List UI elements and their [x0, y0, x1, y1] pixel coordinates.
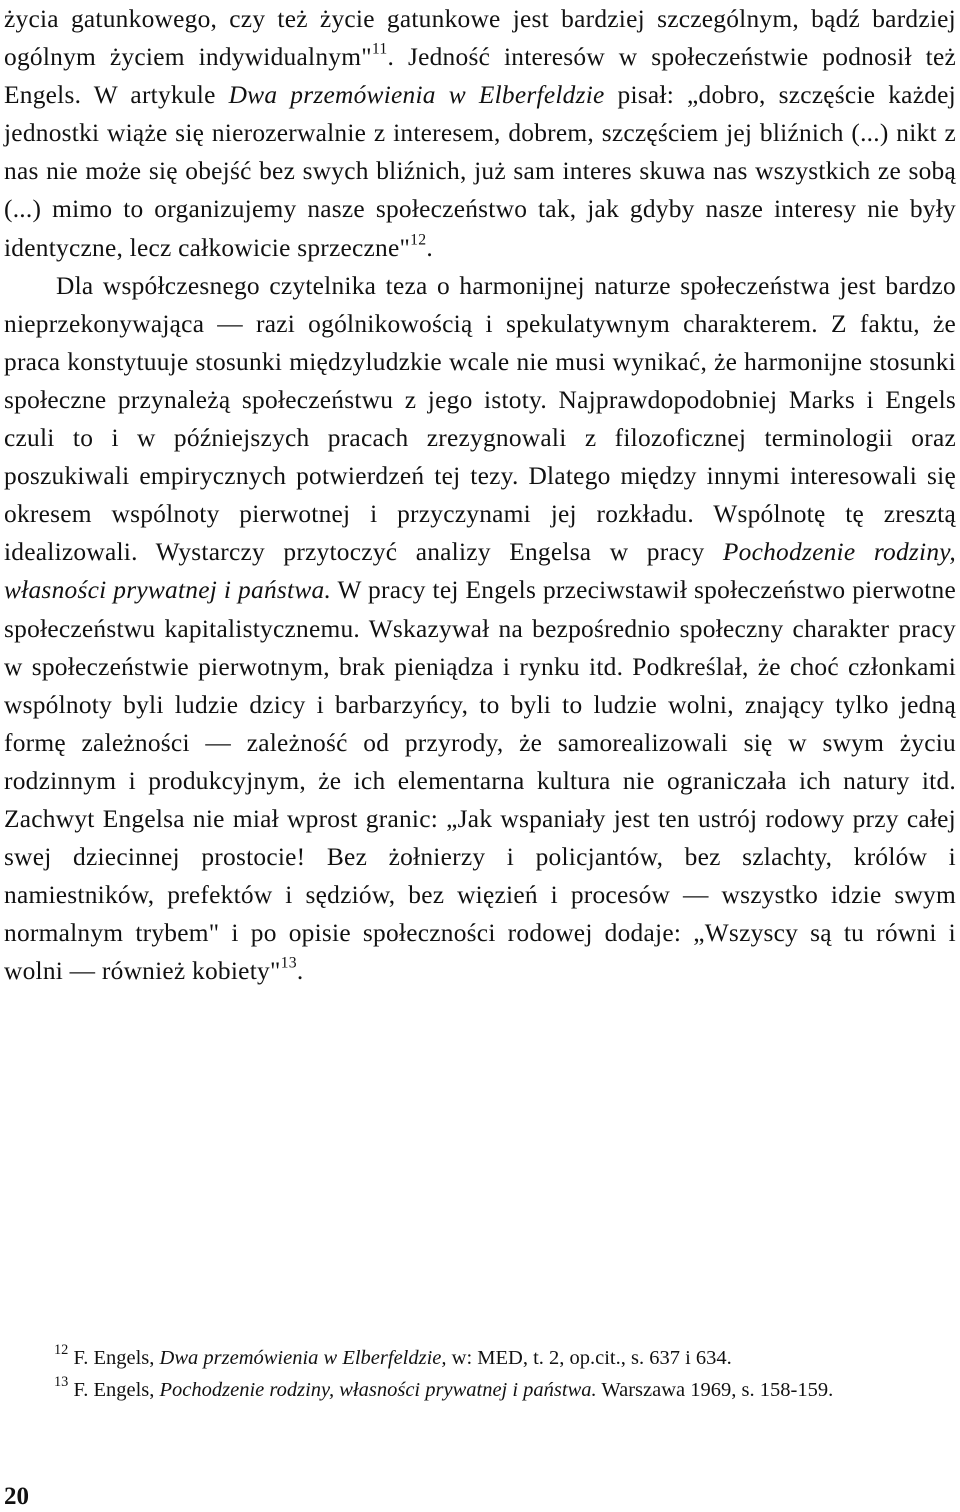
paragraph-2: [4, 267, 956, 991]
paragraph-1-text-4: .: [426, 233, 433, 262]
paragraph-2-text-3: .: [296, 957, 304, 986]
footnote-ref-11: 11: [371, 40, 388, 58]
footnote-12-number: 12: [54, 1341, 69, 1358]
footnote-12-title: Dwa przemówienia w Elberfeldzie,: [159, 1347, 447, 1369]
main-text: [4, 0, 956, 990]
paragraph-1-text-2: . Jedność interesów w społeczeństwie podnosił też Engels. W artykule: [4, 43, 956, 110]
cited-title-dwa-przemowienia: Dwa przemówienia w Elberfeldzie: [228, 81, 605, 110]
paragraph-2-text-2: W pracy tej Engels przeciwstawił społeczeństwo pierwotne społeczeństwu kapitalistycznemu. Wskazywał na bezpośrednio społeczny charakter pracy w społeczeństwie pierwotnym, brak pieniądza i rynku itd. Podkreślał, że choć członkami wspólnoty byli ludzie dzicy i barbarzyńcy, to byli to ludzie wolni, znający tylko jedną formę zależności — zależność od przyrody, że samorealizowali się w swym życiu rodzinnym i produkcyjnym, że ich elementarna kultura nie ograniczała ich natury itd. Zachwyt Engelsa nie miał wprost granic: „Jak wspaniały jest ten ustrój rodowy przy całej swej dziecinnej prostocie! Bez żołnierzy i policjantów, bez szlachty, królów i namiestników, prefektów i sędziów, bez więzień i procesów — wszystko idzie swym normalnym trybem" i po opisie społeczności rodowej dodaje: „Wszyscy są tu równi i wolni — również kobiety": [4, 576, 956, 986]
footnote-13-number: 13: [54, 1373, 69, 1390]
footnote-12: [4, 1342, 956, 1374]
footnote-13-title: Pochodzenie rodziny, własności prywatnej i państwa.: [159, 1379, 597, 1401]
document-page: [4, 0, 956, 1512]
page-number: 20: [4, 1483, 29, 1510]
footnote-ref-12: 12: [410, 231, 427, 249]
footnote-13-text-after: Warszawa 1969, s. 158-159.: [596, 1379, 834, 1401]
paragraph-1-text-1: życia gatunkowego, czy też życie gatunkowe jest bardziej szczególnym, bądź bardziej ogólnym życiem indywidualnym": [4, 5, 956, 72]
paragraph-1: [4, 0, 956, 267]
footnote-ref-13: 13: [280, 955, 297, 973]
footnote-13: [4, 1374, 956, 1406]
footnote-12-text-after: w: MED, t. 2, op.cit., s. 637 i 634.: [446, 1347, 732, 1369]
footnotes: [4, 1342, 956, 1406]
paragraph-2-text-1: Dla współczesnego czytelnika teza o harmonijnej naturze społeczeństwa jest bardzo nieprzekonywająca — razi ogólnikowością i spekulatywnym charakterem. Z faktu, że praca konstytuuje stosunki międzyludzkie wcale nie musi wynikać, że harmonijne stosunki społeczne przynależą społeczeństwu z jego istoty. Najprawdopodobniej Marks i Engels czuli to i w późniejszych pracach zrezygnowali z filozoficznej terminologii oraz poszukiwali empirycznych potwierdzeń tej tezy. Dlatego między innymi interesowali się okresem wspólnoty pierwotnej i przyczynami jej rozkładu. Wspólnotę tę zresztą idealizowali. Wystarczy przytoczyć analizy Engelsa w pracy: [4, 271, 956, 567]
footnote-13-text-before: F. Engels,: [68, 1379, 160, 1401]
cited-title-pochodzenie-rodziny: Pochodzenie rodziny, własności prywatnej i państwa.: [4, 538, 956, 605]
footnote-12-text-before: F. Engels,: [68, 1347, 160, 1369]
paragraph-1-text-3: pisał: „dobro, szczęście każdej jednostki wiąże się nierozerwalnie z interesem, dobrem, szczęściem jej bliźnich (...) nikt z nas nie może się obejść bez swych bliźnich, już sam interes skuwa nas wszystkich ze sobą (...) mimo to organizujemy nasze społeczeństwo tak, jak gdyby nasze interesy nie były identyczne, lecz całkowicie sprzeczne": [4, 81, 956, 262]
